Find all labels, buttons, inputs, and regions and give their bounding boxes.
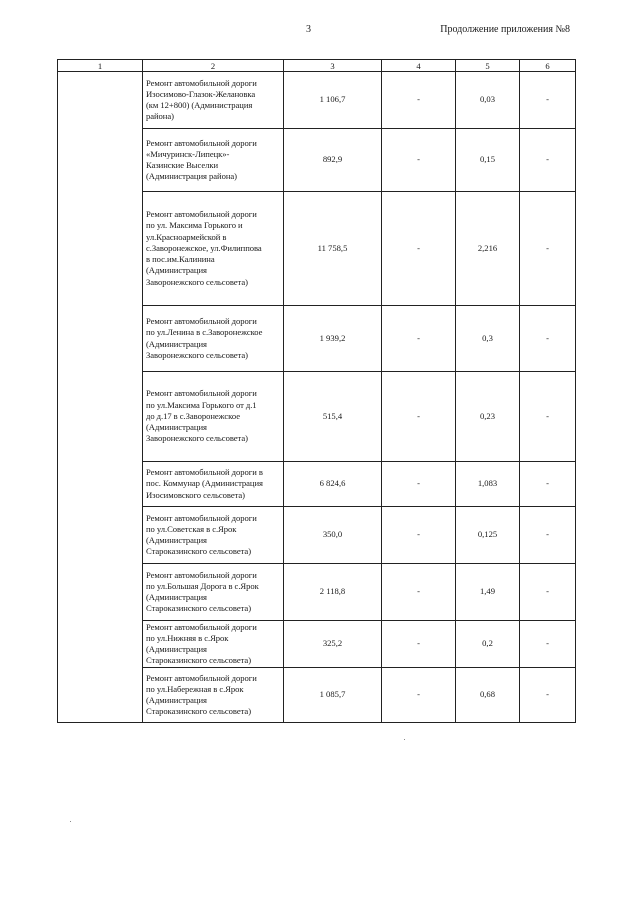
column-4-value: - <box>382 621 456 668</box>
length-value: 0,2 <box>456 621 520 668</box>
column-4-value: - <box>382 668 456 723</box>
column-4-value: - <box>382 462 456 507</box>
cost-value: 6 824,6 <box>284 462 382 507</box>
cost-value: 515,4 <box>284 372 382 462</box>
column-4-value: - <box>382 72 456 129</box>
column-4-value: - <box>382 564 456 621</box>
column-4-value: - <box>382 129 456 192</box>
column-4-value: - <box>382 192 456 306</box>
column-number-row <box>58 60 576 72</box>
column-number: 2 <box>143 60 284 72</box>
column-6-value: - <box>520 507 576 564</box>
work-description: Ремонт автомобильной дороги по ул.Нижняя в с.Ярок (Администрация Староказинского сельсовета) <box>143 621 284 668</box>
column-6-value: - <box>520 192 576 306</box>
work-description: Ремонт автомобильной дороги по ул.Советская в с.Ярок (Администрация Староказинского сельсовета) <box>143 507 284 564</box>
cost-value: 1 939,2 <box>284 306 382 372</box>
column-1-cell <box>58 72 143 723</box>
column-6-value: - <box>520 72 576 129</box>
length-value: 0,125 <box>456 507 520 564</box>
cost-value: 350,0 <box>284 507 382 564</box>
column-6-value: - <box>520 668 576 723</box>
column-4-value: - <box>382 306 456 372</box>
cost-value: 2 118,8 <box>284 564 382 621</box>
work-description: Ремонт автомобильной дороги по ул.Ленина в с.Заворонежское (Администрация Заворонежского сельсовета) <box>143 306 284 372</box>
work-description: Ремонт автомобильной дороги по ул. Максима Горького и ул.Красноармейской в с.Заворонежское, ул.Филиппова в пос.им.Калинина (Администрация Заворонежского сельсовета) <box>143 192 284 306</box>
table-row <box>58 72 576 129</box>
column-6-value: - <box>520 462 576 507</box>
work-description: Ремонт автомобильной дороги в пос. Коммунар (Администрация Изосимовского сельсовета) <box>143 462 284 507</box>
column-6-value: - <box>520 372 576 462</box>
appendix-caption: Продолжение приложения №8 <box>440 24 570 35</box>
length-value: 0,23 <box>456 372 520 462</box>
work-description: Ремонт автомобильной дороги «Мичуринск-Липецк»- Казинские Выселки (Администрация района) <box>143 129 284 192</box>
column-6-value: - <box>520 306 576 372</box>
cost-value: 1 106,7 <box>284 72 382 129</box>
cost-value: 11 758,5 <box>284 192 382 306</box>
roads-table <box>57 59 576 723</box>
column-6-value: - <box>520 621 576 668</box>
column-number: 6 <box>520 60 576 72</box>
scan-speck <box>70 821 71 822</box>
page-number: 3 <box>306 24 311 35</box>
cost-value: 892,9 <box>284 129 382 192</box>
column-number: 4 <box>382 60 456 72</box>
column-4-value: - <box>382 372 456 462</box>
work-description: Ремонт автомобильной дороги по ул.Набережная в с.Ярок (Администрация Староказинского сельсовета) <box>143 668 284 723</box>
work-description: Ремонт автомобильной дороги по ул.Большая Дорога в с.Ярок (Администрация Староказинского сельсовета) <box>143 564 284 621</box>
column-number: 5 <box>456 60 520 72</box>
work-description: Ремонт автомобильной дороги по ул.Максима Горького от д.1 до д.17 в с.Заворонежское (Администрация Заворонежского сельсовета) <box>143 372 284 462</box>
length-value: 0,15 <box>456 129 520 192</box>
column-6-value: - <box>520 564 576 621</box>
column-number: 3 <box>284 60 382 72</box>
work-description: Ремонт автомобильной дороги Изосимово-Глазок-Желановка (км 12+800) (Администрация района) <box>143 72 284 129</box>
column-4-value: - <box>382 507 456 564</box>
length-value: 0,3 <box>456 306 520 372</box>
length-value: 0,03 <box>456 72 520 129</box>
length-value: 1,49 <box>456 564 520 621</box>
scan-speck <box>404 739 405 740</box>
cost-value: 1 085,7 <box>284 668 382 723</box>
column-6-value: - <box>520 129 576 192</box>
length-value: 2,216 <box>456 192 520 306</box>
length-value: 1,083 <box>456 462 520 507</box>
column-number: 1 <box>58 60 143 72</box>
length-value: 0,68 <box>456 668 520 723</box>
cost-value: 325,2 <box>284 621 382 668</box>
